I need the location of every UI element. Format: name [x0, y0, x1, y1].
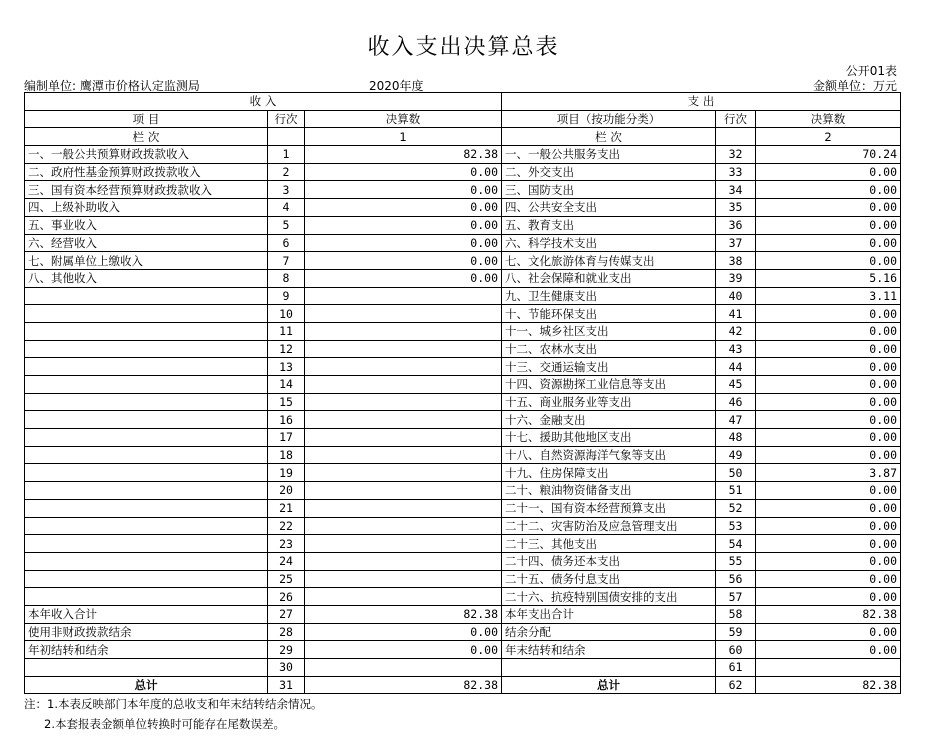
income-item [25, 570, 268, 588]
income-item [25, 358, 268, 376]
income-line-no: 23 [268, 535, 305, 553]
expense-amount [756, 659, 901, 677]
expense-amount: 3.11 [756, 287, 901, 305]
total-row [25, 623, 901, 641]
page-title: 收入支出决算总表 [367, 35, 560, 60]
income-amount [305, 552, 502, 570]
expense-line-no: 44 [716, 358, 756, 376]
total-row [25, 659, 901, 677]
income-amount: 0.00 [305, 623, 502, 641]
income-amount [305, 446, 502, 464]
table-row [25, 517, 901, 535]
table-row [25, 234, 901, 252]
expense-line-no: 58 [716, 605, 756, 623]
expense-amount: 0.00 [756, 393, 901, 411]
expense-item: 二、外交支出 [502, 163, 716, 181]
expense-col-line [716, 128, 756, 146]
expense-item: 十一、城乡社区支出 [502, 322, 716, 340]
note-1: 注：1.本表反映部门本年度的总收支和年末结转结余情况。 [24, 697, 323, 711]
income-line-no: 19 [268, 464, 305, 482]
expense-amount: 0.00 [756, 482, 901, 500]
expense-line-no: 59 [716, 623, 756, 641]
expense-item: 十七、援助其他地区支出 [502, 429, 716, 447]
expense-amount: 0.00 [756, 535, 901, 553]
table-row [25, 499, 901, 517]
income-item [25, 305, 268, 323]
expense-item: 二十二、灾害防治及应急管理支出 [502, 517, 716, 535]
income-item [25, 287, 268, 305]
expense-amount: 0.00 [756, 340, 901, 358]
income-item [25, 340, 268, 358]
header-row-index [25, 128, 901, 146]
expense-amount: 0.00 [756, 322, 901, 340]
expense-amount: 0.00 [756, 163, 901, 181]
expense-line-no: 55 [716, 552, 756, 570]
table-row [25, 322, 901, 340]
income-item: 四、上级补助收入 [25, 199, 268, 217]
expense-line-no: 38 [716, 252, 756, 270]
expense-line-no: 35 [716, 199, 756, 217]
income-amount [305, 517, 502, 535]
expense-item: 十八、自然资源海洋气象等支出 [502, 446, 716, 464]
expense-line-no: 42 [716, 322, 756, 340]
table-row [25, 393, 901, 411]
expense-item: 十三、交通运输支出 [502, 358, 716, 376]
income-item: 总计 [25, 676, 268, 694]
expense-col-number: 2 [756, 128, 901, 146]
summary-table [24, 92, 901, 694]
expense-line-no: 53 [716, 517, 756, 535]
income-line-no: 27 [268, 605, 305, 623]
expense-line-no: 61 [716, 659, 756, 677]
summary-table-body [25, 93, 901, 694]
table-row [25, 588, 901, 606]
expense-item [502, 659, 716, 677]
income-col-label: 栏 次 [25, 128, 268, 146]
income-line-no: 7 [268, 252, 305, 270]
income-line-no: 20 [268, 482, 305, 500]
expense-line-header: 行次 [716, 110, 756, 128]
income-line-no: 8 [268, 269, 305, 287]
expense-item: 十五、商业服务业等支出 [502, 393, 716, 411]
income-amount: 0.00 [305, 163, 502, 181]
income-line-header: 行次 [268, 110, 305, 128]
table-row [25, 252, 901, 270]
expense-item: 五、教育支出 [502, 216, 716, 234]
expense-item: 二十一、国有资本经营预算支出 [502, 499, 716, 517]
income-item [25, 411, 268, 429]
expense-amount: 0.00 [756, 234, 901, 252]
table-row [25, 269, 901, 287]
expense-amount: 0.00 [756, 199, 901, 217]
expense-item: 十六、金融支出 [502, 411, 716, 429]
expense-item: 六、科学技术支出 [502, 234, 716, 252]
total-row [25, 605, 901, 623]
table-row [25, 446, 901, 464]
income-col-line [268, 128, 305, 146]
income-item [25, 552, 268, 570]
expense-item: 九、卫生健康支出 [502, 287, 716, 305]
table-row [25, 570, 901, 588]
income-item: 七、附属单位上缴收入 [25, 252, 268, 270]
income-item [25, 429, 268, 447]
expense-item: 二十四、债务还本支出 [502, 552, 716, 570]
table-row [25, 411, 901, 429]
table-row [25, 482, 901, 500]
income-col-number: 1 [305, 128, 502, 146]
expense-amount: 0.00 [756, 641, 901, 659]
income-line-no: 29 [268, 641, 305, 659]
expense-amount: 0.00 [756, 517, 901, 535]
header-row-sections [25, 93, 901, 111]
income-item [25, 376, 268, 394]
table-row [25, 429, 901, 447]
report-year: 2020年度 [369, 79, 424, 93]
income-amount [305, 588, 502, 606]
table-row [25, 181, 901, 199]
income-amount: 82.38 [305, 676, 502, 694]
expense-line-no: 52 [716, 499, 756, 517]
income-amount [305, 287, 502, 305]
income-amount: 0.00 [305, 181, 502, 199]
expense-line-no: 40 [716, 287, 756, 305]
expense-line-no: 41 [716, 305, 756, 323]
expense-item: 二十三、其他支出 [502, 535, 716, 553]
income-line-no: 5 [268, 216, 305, 234]
expense-amount-header: 决算数 [756, 110, 901, 128]
income-amount [305, 322, 502, 340]
income-line-no: 15 [268, 393, 305, 411]
income-amount [305, 411, 502, 429]
table-row [25, 358, 901, 376]
income-amount [305, 659, 502, 677]
income-line-no: 13 [268, 358, 305, 376]
expense-line-no: 57 [716, 588, 756, 606]
expense-line-no: 50 [716, 464, 756, 482]
income-amount [305, 358, 502, 376]
income-amount [305, 464, 502, 482]
note-2: 2.本套报表金额单位转换时可能存在尾数误差。 [44, 717, 285, 731]
income-line-no: 25 [268, 570, 305, 588]
expense-item: 四、公共安全支出 [502, 199, 716, 217]
income-item [25, 659, 268, 677]
expense-line-no: 56 [716, 570, 756, 588]
table-row [25, 305, 901, 323]
table-code: 公开01表 [845, 64, 897, 78]
income-line-no: 16 [268, 411, 305, 429]
income-item: 六、经营收入 [25, 234, 268, 252]
expense-item: 总计 [502, 676, 716, 694]
income-amount [305, 570, 502, 588]
income-line-no: 6 [268, 234, 305, 252]
table-row [25, 535, 901, 553]
expense-col-label: 栏 次 [502, 128, 716, 146]
table-row [25, 464, 901, 482]
expense-amount: 0.00 [756, 305, 901, 323]
table-row [25, 163, 901, 181]
expense-amount: 0.00 [756, 181, 901, 199]
expense-line-no: 49 [716, 446, 756, 464]
expense-item: 结余分配 [502, 623, 716, 641]
expense-line-no: 37 [716, 234, 756, 252]
expense-line-no: 51 [716, 482, 756, 500]
expense-item: 八、社会保障和就业支出 [502, 269, 716, 287]
expense-item: 二十五、债务付息支出 [502, 570, 716, 588]
income-item [25, 588, 268, 606]
compiling-unit: 编制单位: 鹰潭市价格认定监测局 [24, 79, 200, 93]
expense-line-no: 60 [716, 641, 756, 659]
expense-amount: 70.24 [756, 146, 901, 164]
table-row [25, 552, 901, 570]
expense-line-no: 32 [716, 146, 756, 164]
income-item: 五、事业收入 [25, 216, 268, 234]
income-amount: 0.00 [305, 216, 502, 234]
header-row-columns [25, 110, 901, 128]
expense-amount: 3.87 [756, 464, 901, 482]
total-row [25, 641, 901, 659]
income-amount: 82.38 [305, 146, 502, 164]
income-amount [305, 482, 502, 500]
expense-amount: 5.16 [756, 269, 901, 287]
income-amount [305, 376, 502, 394]
income-item [25, 322, 268, 340]
income-line-no: 1 [268, 146, 305, 164]
income-line-no: 9 [268, 287, 305, 305]
expense-line-no: 33 [716, 163, 756, 181]
income-amount-header: 决算数 [305, 110, 502, 128]
expense-item-header: 项目（按功能分类） [502, 110, 716, 128]
expense-line-no: 36 [716, 216, 756, 234]
income-line-no: 30 [268, 659, 305, 677]
income-item [25, 499, 268, 517]
income-line-no: 31 [268, 676, 305, 694]
expense-section-header: 支 出 [502, 93, 901, 111]
income-line-no: 10 [268, 305, 305, 323]
expense-amount: 0.00 [756, 429, 901, 447]
expense-line-no: 46 [716, 393, 756, 411]
expense-item: 二十六、抗疫特别国债安排的支出 [502, 588, 716, 606]
income-item [25, 535, 268, 553]
income-line-no: 2 [268, 163, 305, 181]
expense-amount: 82.38 [756, 605, 901, 623]
expense-amount: 0.00 [756, 376, 901, 394]
expense-amount: 0.00 [756, 623, 901, 641]
income-amount: 0.00 [305, 269, 502, 287]
income-item [25, 517, 268, 535]
income-line-no: 17 [268, 429, 305, 447]
income-amount [305, 340, 502, 358]
expense-line-no: 48 [716, 429, 756, 447]
expense-amount: 0.00 [756, 358, 901, 376]
income-line-no: 4 [268, 199, 305, 217]
income-item: 八、其他收入 [25, 269, 268, 287]
expense-amount: 0.00 [756, 499, 901, 517]
income-line-no: 12 [268, 340, 305, 358]
expense-item: 十九、住房保障支出 [502, 464, 716, 482]
income-item: 一、一般公共预算财政拨款收入 [25, 146, 268, 164]
income-line-no: 24 [268, 552, 305, 570]
expense-amount: 0.00 [756, 216, 901, 234]
income-item [25, 393, 268, 411]
expense-item: 十四、资源勘探工业信息等支出 [502, 376, 716, 394]
expense-item: 三、国防支出 [502, 181, 716, 199]
income-item [25, 446, 268, 464]
income-item: 二、政府性基金预算财政拨款收入 [25, 163, 268, 181]
expense-item: 二十、粮油物资储备支出 [502, 482, 716, 500]
expense-line-no: 47 [716, 411, 756, 429]
expense-amount: 0.00 [756, 446, 901, 464]
table-row [25, 376, 901, 394]
table-row [25, 216, 901, 234]
income-amount [305, 393, 502, 411]
income-item [25, 482, 268, 500]
income-line-no: 18 [268, 446, 305, 464]
money-unit: 金额单位：万元 [812, 79, 897, 93]
table-row [25, 146, 901, 164]
expense-line-no: 62 [716, 676, 756, 694]
expense-amount: 0.00 [756, 552, 901, 570]
expense-amount: 82.38 [756, 676, 901, 694]
income-line-no: 28 [268, 623, 305, 641]
expense-line-no: 43 [716, 340, 756, 358]
income-item: 使用非财政拨款结余 [25, 623, 268, 641]
expense-amount: 0.00 [756, 570, 901, 588]
income-amount [305, 429, 502, 447]
expense-item: 十二、农林水支出 [502, 340, 716, 358]
expense-item: 七、文化旅游体育与传媒支出 [502, 252, 716, 270]
income-line-no: 26 [268, 588, 305, 606]
income-line-no: 21 [268, 499, 305, 517]
expense-amount: 0.00 [756, 588, 901, 606]
expense-item: 十、节能环保支出 [502, 305, 716, 323]
income-section-header: 收 入 [25, 93, 502, 111]
expense-amount: 0.00 [756, 411, 901, 429]
expense-line-no: 34 [716, 181, 756, 199]
income-item: 年初结转和结余 [25, 641, 268, 659]
income-item: 三、国有资本经营预算财政拨款收入 [25, 181, 268, 199]
income-line-no: 14 [268, 376, 305, 394]
expense-item: 年末结转和结余 [502, 641, 716, 659]
income-amount: 0.00 [305, 252, 502, 270]
income-item-header: 项 目 [25, 110, 268, 128]
expense-amount: 0.00 [756, 252, 901, 270]
expense-item: 一、一般公共服务支出 [502, 146, 716, 164]
income-amount: 0.00 [305, 199, 502, 217]
expense-line-no: 39 [716, 269, 756, 287]
income-amount [305, 535, 502, 553]
income-amount [305, 305, 502, 323]
expense-line-no: 54 [716, 535, 756, 553]
table-row [25, 340, 901, 358]
income-line-no: 22 [268, 517, 305, 535]
income-item: 本年收入合计 [25, 605, 268, 623]
income-amount: 0.00 [305, 234, 502, 252]
expense-line-no: 45 [716, 376, 756, 394]
income-amount: 82.38 [305, 605, 502, 623]
income-line-no: 3 [268, 181, 305, 199]
table-row [25, 199, 901, 217]
income-item [25, 464, 268, 482]
income-line-no: 11 [268, 322, 305, 340]
expense-item: 本年支出合计 [502, 605, 716, 623]
income-amount: 0.00 [305, 641, 502, 659]
income-amount [305, 499, 502, 517]
table-row [25, 287, 901, 305]
total-row [25, 676, 901, 694]
